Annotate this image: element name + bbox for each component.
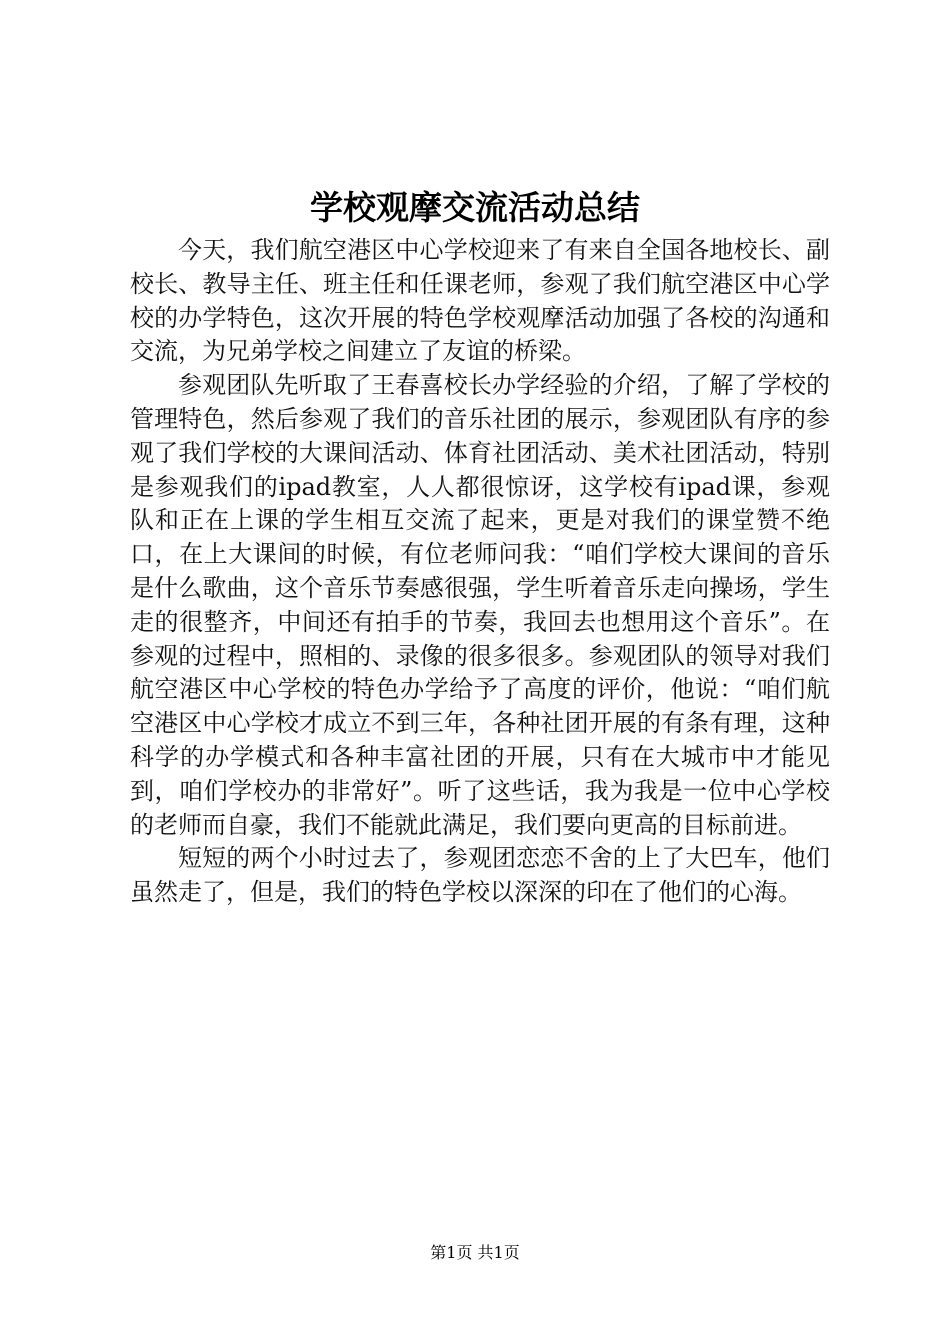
paragraph-2: 参观团队先听取了王春喜校长办学经验的介绍，了解了学校的管理特色，然后参观了我们的音乐社团的展示，参观团队有序的参观了我们学校的大课间活动、体育社团活动、美术社团活动，特别是参观我们的ipad教室，人人都很惊讶，这学校有ipad课，参观队和正在上课的学生相互交流了起来，更是对我们的课堂赞不绝口，在上大课间的时候，有位老师问我：“咱们学校大课间的音乐是什么歌曲，这个音乐节奏感很强，学生听着音乐走向操场，学生走的很整齐，中间还有拍手的节奏，我回去也想用这个音乐”。在参观的过程中，照相的、录像的很多很多。参观团队的领导对我们航空港区中心学校的特色办学给予了高度的评价，他说：“咱们航空港区中心学校才成立不到三年，各种社团开展的有条有理，这种科学的办学模式和各种丰富社团的开展，只有在大城市中才能见到，咱们学校办的非常好”。听了这些话，我为我是一位中心学校的老师而自豪，我们不能就此满足，我们要向更高的目标前进。 xyxy=(130,371,830,839)
document-title: 学校观摩交流活动总结 xyxy=(310,188,640,227)
page-footer: 第1页 共1页 xyxy=(430,1243,520,1262)
paragraph-3: 短短的两个小时过去了，参观团恋恋不舍的上了大巴车，他们虽然走了，但是，我们的特色学校以深深的印在了他们的心海。 xyxy=(130,844,830,907)
paragraph-1: 今天，我们航空港区中心学校迎来了有来自全国各地校长、副校长、教导主任、班主任和任课老师，参观了我们航空港区中心学校的办学特色，这次开展的特色学校观摩活动加强了各校的沟通和交流，为兄弟学校之间建立了友谊的桥梁。 xyxy=(130,236,830,366)
document-body xyxy=(130,234,830,910)
